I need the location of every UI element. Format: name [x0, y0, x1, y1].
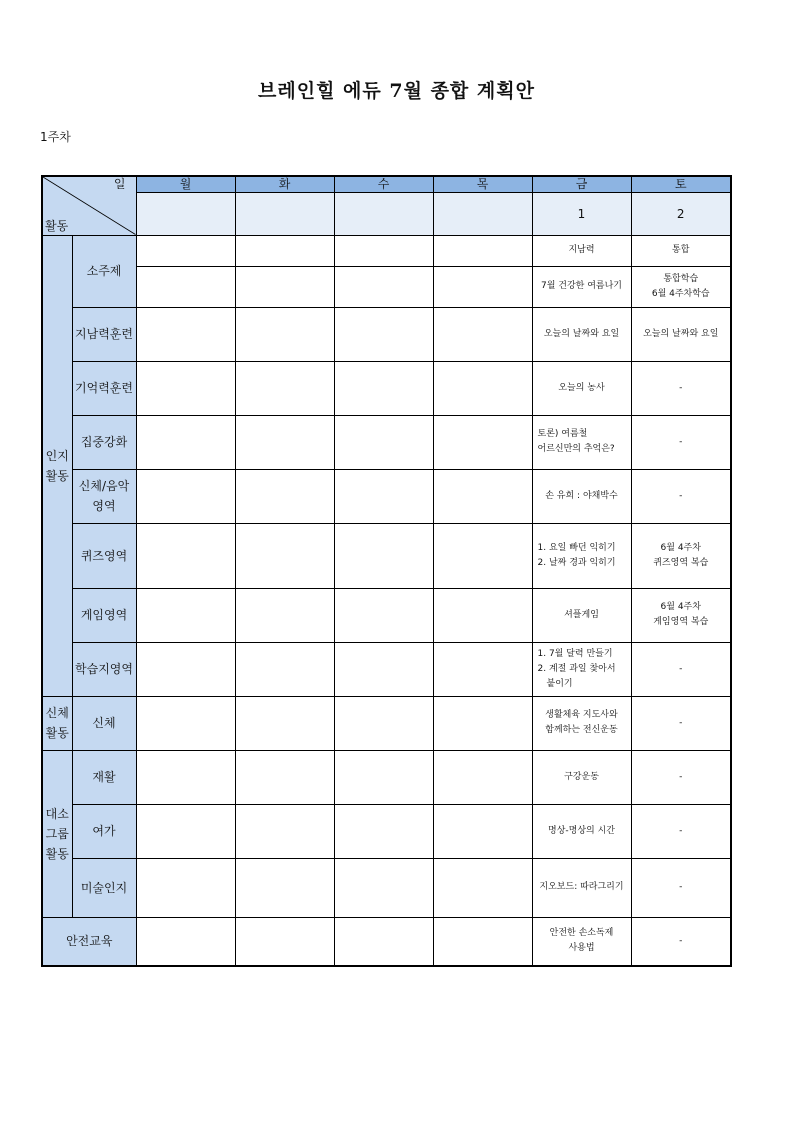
worksheet-label: 학습지영역 — [72, 642, 136, 696]
memory-fri: 오늘의 농사 — [532, 361, 631, 415]
game-label: 게임영역 — [72, 588, 136, 642]
week-label: 1주차 — [40, 130, 71, 144]
subtopic1-sat: 통합 — [631, 235, 731, 266]
subtopic-label: 소주제 — [72, 235, 136, 307]
orientation-label: 지남력훈련 — [72, 307, 136, 361]
subtopic-row-2 — [42, 266, 731, 307]
art-fri: 지오보드: 따라그리기 — [532, 858, 631, 917]
physical-sat: - — [631, 696, 731, 750]
game-row — [42, 588, 731, 642]
date-fri: 1 — [532, 192, 631, 235]
body-music-row — [42, 469, 731, 523]
corner-day-label: 일 — [113, 177, 126, 191]
corner-activity-label: 활동 — [45, 218, 69, 233]
quiz-sat: 6월 4주차 퀴즈영역 복습 — [631, 523, 731, 588]
group-large-small-label: 대소 그룹 활동 — [42, 750, 72, 917]
body-music-fri: 손 유희 : 야채박수 — [532, 469, 631, 523]
quiz-label: 퀴즈영역 — [72, 523, 136, 588]
day-thu: 목 — [433, 176, 532, 192]
date-tue — [235, 192, 334, 235]
memory-row — [42, 361, 731, 415]
safety-label: 안전교육 — [42, 917, 136, 966]
worksheet-row — [42, 642, 731, 696]
rehab-sat: - — [631, 750, 731, 804]
quiz-fri: 1. 요일 빠던 익히기 2. 날짜 경과 익히기 — [532, 523, 631, 588]
date-wed — [334, 192, 433, 235]
plan-table — [41, 175, 732, 967]
leisure-label: 여가 — [72, 804, 136, 858]
orientation-fri: 오늘의 날짜와 요일 — [532, 307, 631, 361]
subtopic2-sat: 통합학습 6월 4주차학습 — [631, 266, 731, 307]
group-physical-label: 신체 활동 — [42, 696, 72, 750]
day-header-row — [42, 176, 731, 192]
quiz-row — [42, 523, 731, 588]
body-music-sat: - — [631, 469, 731, 523]
group-cognitive-label: 인지 활동 — [42, 235, 72, 696]
physical-fri: 생활체육 지도사와 함께하는 전신운동 — [532, 696, 631, 750]
day-sat: 토 — [631, 176, 731, 192]
physical-label: 신체 — [72, 696, 136, 750]
leisure-fri: 명상-명상의 시간 — [532, 804, 631, 858]
date-thu — [433, 192, 532, 235]
date-mon — [136, 192, 235, 235]
safety-row — [42, 917, 731, 966]
subtopic2-fri: 7월 건강한 여름나기 — [532, 266, 631, 307]
game-sat: 6월 4주차 게임영역 복습 — [631, 588, 731, 642]
leisure-sat: - — [631, 804, 731, 858]
art-row — [42, 858, 731, 917]
worksheet-fri: 1. 7월 달력 만들기 2. 계절 과일 찾아서 붙이기 — [532, 642, 631, 696]
subtopic1-fri: 지남력 — [532, 235, 631, 266]
day-wed: 수 — [334, 176, 433, 192]
memory-label: 기억력훈련 — [72, 361, 136, 415]
rehab-label: 재활 — [72, 750, 136, 804]
date-row — [42, 192, 731, 235]
safety-fri: 안전한 손소독제 사용법 — [532, 917, 631, 966]
subtopic-row-1 — [42, 235, 731, 266]
page-title: 브레인힐 에듀 7월 종합 계획안 — [258, 80, 535, 102]
focus-label: 집중강화 — [72, 415, 136, 469]
orientation-sat: 오늘의 날짜와 요일 — [631, 307, 731, 361]
art-sat: - — [631, 858, 731, 917]
rehab-row — [42, 750, 731, 804]
day-mon: 월 — [136, 176, 235, 192]
date-sat: 2 — [631, 192, 731, 235]
game-fri: 셔플게임 — [532, 588, 631, 642]
leisure-row — [42, 804, 731, 858]
focus-row — [42, 415, 731, 469]
orientation-row — [42, 307, 731, 361]
day-tue: 화 — [235, 176, 334, 192]
rehab-fri: 구강운동 — [532, 750, 631, 804]
focus-fri: 토론) 여름철 어르신만의 추억은? — [532, 415, 631, 469]
corner-cell — [42, 176, 136, 235]
memory-sat: - — [631, 361, 731, 415]
day-fri: 금 — [532, 176, 631, 192]
physical-row — [42, 696, 731, 750]
art-label: 미술인지 — [72, 858, 136, 917]
worksheet-sat: - — [631, 642, 731, 696]
safety-sat: - — [631, 917, 731, 966]
body-music-label: 신체/음악 영역 — [72, 469, 136, 523]
focus-sat: - — [631, 415, 731, 469]
